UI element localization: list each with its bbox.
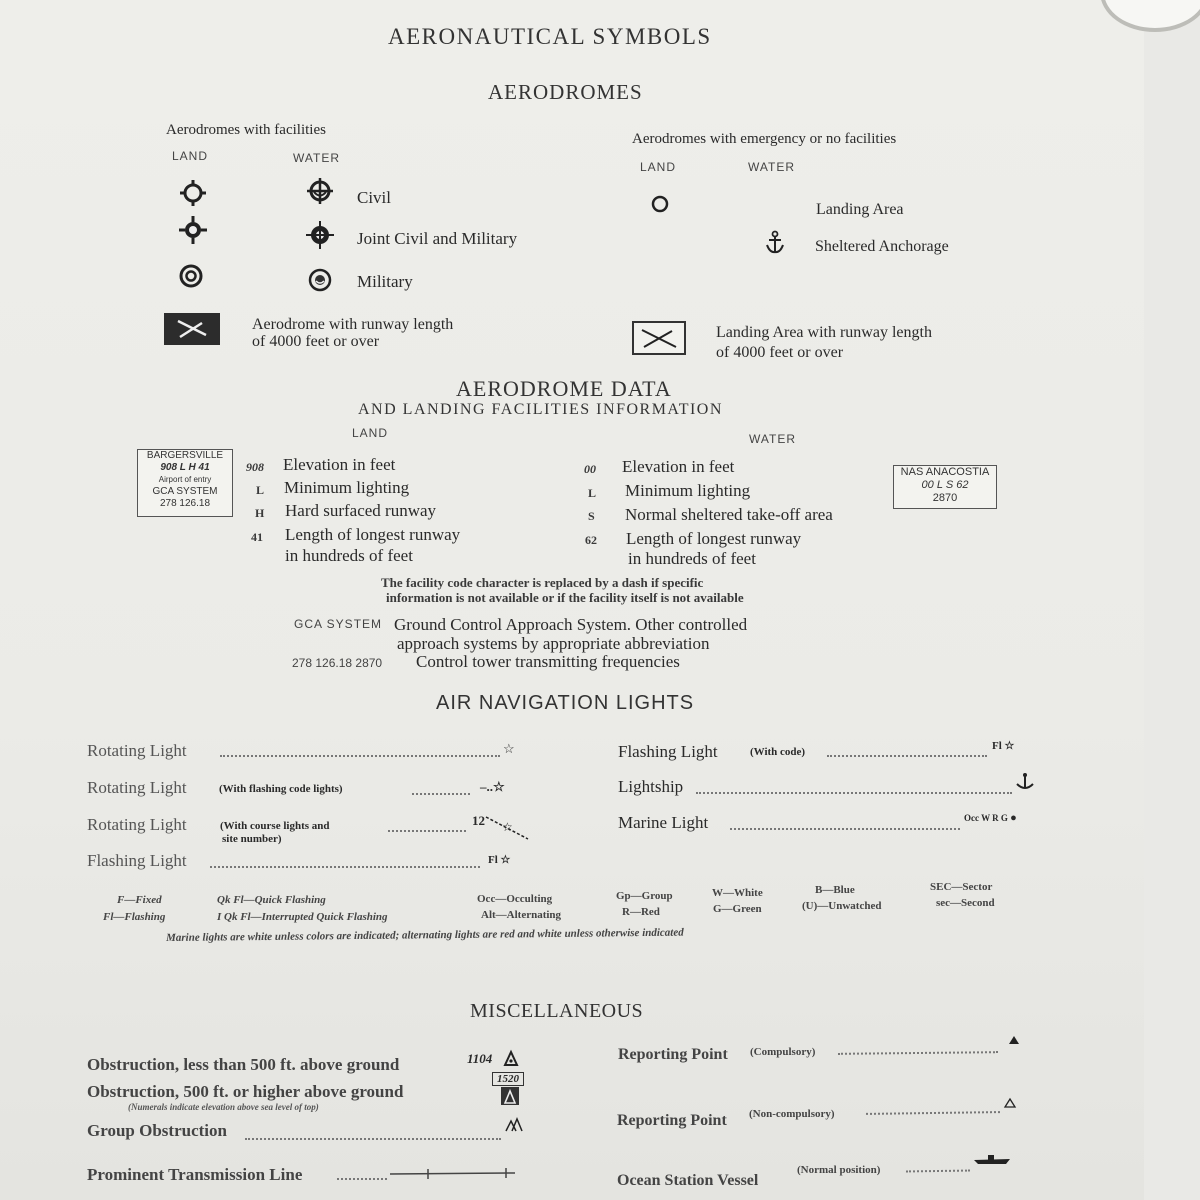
land-item: Minimum lighting bbox=[284, 478, 410, 497]
obstruction-2-num: 1520 bbox=[492, 1072, 524, 1086]
leader-dots bbox=[337, 1178, 387, 1180]
sheltered-anchorage-label: Sheltered Anchorage bbox=[815, 238, 949, 255]
ocean-vessel-label: Ocean Station Vessel bbox=[617, 1172, 759, 1189]
civil-water-icon bbox=[305, 176, 335, 206]
land-sample-box bbox=[137, 449, 233, 517]
land-box-line: BARGERSVILLE bbox=[146, 450, 224, 461]
gca-line-2: approach systems by appropriate abbreviation bbox=[397, 634, 710, 653]
landing-area-label: Landing Area bbox=[816, 201, 904, 218]
rotating-light-note: (With flashing code lights) bbox=[219, 783, 343, 795]
r-flashing-light-label: Flashing Light bbox=[618, 742, 718, 761]
water-item: Elevation in feet bbox=[622, 457, 735, 476]
course-light-icon bbox=[486, 815, 530, 841]
obstruction-1-num: 1104 bbox=[467, 1051, 493, 1066]
ocean-vessel-note: (Normal position) bbox=[797, 1164, 881, 1176]
civil-land-icon bbox=[178, 178, 208, 208]
runway-label-1: Aerodrome with runway length bbox=[252, 316, 454, 333]
water-item: in hundreds of feet bbox=[628, 549, 756, 568]
code-lights-icon: –..☆ bbox=[480, 779, 505, 794]
reporting-point-1-label: Reporting Point bbox=[618, 1046, 728, 1063]
abbrev: Qk Fl—Quick Flashing bbox=[217, 894, 326, 906]
lightship-label: Lightship bbox=[618, 777, 684, 796]
joint-label: Joint Civil and Military bbox=[357, 229, 518, 248]
group-obstruction-label: Group Obstruction bbox=[87, 1121, 227, 1140]
r-flash-code: Fl ☆ bbox=[992, 740, 1015, 752]
aerodrome-runway-icon bbox=[164, 313, 220, 345]
land-item: in hundreds of feet bbox=[285, 546, 413, 565]
misc-heading: MISCELLANEOUS bbox=[470, 1000, 644, 1022]
abbrev: (U)—Unwatched bbox=[802, 900, 882, 912]
leader-dots bbox=[210, 866, 480, 868]
abbrev: Gp—Group bbox=[616, 890, 673, 902]
abbrev: G—Green bbox=[713, 903, 762, 915]
runway-label-2: of 4000 feet or over bbox=[252, 333, 380, 350]
adjacent-page-edge bbox=[1144, 0, 1200, 1200]
ocean-vessel-icon bbox=[972, 1152, 1012, 1166]
gca-line-1: Ground Control Approach System. Other controlled bbox=[394, 615, 748, 634]
land-item: Hard surfaced runway bbox=[285, 501, 437, 520]
military-water-icon bbox=[307, 267, 333, 293]
obstruction-1-label: Obstruction, less than 500 ft. above ground bbox=[87, 1055, 400, 1074]
facility-note-1: The facility code character is replaced by a dash if specific bbox=[381, 575, 704, 590]
land-code: 908 bbox=[246, 460, 264, 474]
obstruction-icon bbox=[503, 1050, 519, 1066]
svg-text:☆: ☆ bbox=[502, 820, 513, 834]
r-flash-code-text: Fl bbox=[992, 740, 1002, 752]
water-sample-box bbox=[893, 465, 997, 509]
flash-code-text: Fl bbox=[488, 854, 498, 866]
abbrev: I Qk Fl—Interrupted Quick Flashing bbox=[217, 911, 388, 923]
abbrev: Occ—Occulting bbox=[477, 893, 553, 905]
land-code: 41 bbox=[251, 530, 263, 544]
landing-runway-label-2: of 4000 feet or over bbox=[716, 344, 844, 361]
reporting-point-2-label: Reporting Point bbox=[617, 1112, 727, 1129]
star-icon: ☆ bbox=[503, 741, 515, 756]
water-box-line: 00 L S 62 bbox=[921, 479, 969, 491]
aerodrome-data-heading: AERODROME DATA bbox=[456, 376, 672, 401]
marine-light-label: Marine Light bbox=[618, 813, 709, 832]
abbrev: sec—Second bbox=[936, 897, 995, 909]
data-water-label: WATER bbox=[749, 432, 796, 446]
emergency-water-label: WATER bbox=[748, 160, 795, 174]
rotating-light-label: Rotating Light bbox=[87, 778, 187, 797]
civil-label: Civil bbox=[357, 188, 392, 207]
lights-heading: AIR NAVIGATION LIGHTS bbox=[436, 692, 695, 714]
water-item: Normal sheltered take-off area bbox=[625, 505, 833, 524]
data-land-label: LAND bbox=[352, 426, 389, 440]
leader-dots bbox=[866, 1111, 1000, 1115]
water-item: Length of longest runway bbox=[626, 529, 802, 548]
leader-dots bbox=[906, 1170, 970, 1173]
abbrev: SEC—Sector bbox=[930, 881, 993, 893]
joint-water-icon bbox=[305, 220, 335, 250]
freq-code: 278 126.18 2870 bbox=[292, 656, 383, 670]
water-code: 00 bbox=[584, 462, 596, 476]
land-code: H bbox=[255, 506, 265, 520]
obstruction-2-note: (Numerals indicate elevation above sea level of top) bbox=[128, 1102, 319, 1112]
non-compulsory-point-icon bbox=[1004, 1098, 1016, 1108]
abbrev: R—Red bbox=[622, 906, 660, 918]
reporting-point-2-note: (Non-compulsory) bbox=[749, 1108, 835, 1120]
transmission-line-icon bbox=[390, 1166, 520, 1182]
abbrev: W—White bbox=[712, 887, 763, 899]
course-lights-note-2: site number) bbox=[222, 833, 282, 845]
obstruction-2-label: Obstruction, 500 ft. or higher above ground bbox=[87, 1082, 404, 1101]
compulsory-point-icon bbox=[1008, 1035, 1020, 1045]
abbrev: B—Blue bbox=[815, 884, 855, 896]
landing-area-icon bbox=[650, 194, 670, 214]
land-label: LAND bbox=[172, 149, 209, 163]
obstruction-high-icon bbox=[500, 1086, 520, 1106]
marine-code-text: Occ W R G bbox=[964, 813, 1008, 823]
aerodromes-heading: AERODROMES bbox=[488, 80, 643, 104]
r-flashing-note: (With code) bbox=[750, 746, 806, 758]
aerodrome-data-subheading: AND LANDING FACILITIES INFORMATION bbox=[358, 401, 723, 418]
transmission-line-label: Prominent Transmission Line bbox=[87, 1165, 303, 1184]
rotating-light-label: Rotating Light bbox=[87, 815, 187, 834]
land-box-line: GCA SYSTEM bbox=[152, 486, 218, 497]
page-title: AERONAUTICAL SYMBOLS bbox=[388, 24, 712, 49]
emergency-land-label: LAND bbox=[640, 160, 677, 174]
leader-dots bbox=[220, 755, 500, 757]
group-obstruction-icon bbox=[505, 1118, 523, 1132]
emergency-label: Aerodromes with emergency or no facilities bbox=[632, 131, 897, 147]
abbrev: Alt—Alternating bbox=[481, 909, 562, 921]
anchor-icon bbox=[764, 230, 786, 256]
rotating-light-label: Rotating Light bbox=[87, 741, 187, 760]
land-box-line: 908 L H 41 bbox=[160, 462, 210, 473]
leader-dots bbox=[412, 793, 470, 795]
with-facilities-label: Aerodromes with facilities bbox=[166, 122, 326, 138]
joint-land-icon bbox=[178, 215, 208, 245]
abbrev: Fl—Flashing bbox=[103, 911, 166, 923]
facility-note-2: information is not available or if the facility itself is not available bbox=[386, 590, 744, 605]
land-item: Elevation in feet bbox=[283, 455, 396, 474]
marine-dot-icon: ● bbox=[1010, 812, 1017, 824]
site-number: 12 bbox=[472, 813, 485, 828]
military-land-icon bbox=[178, 263, 204, 289]
freq-text: Control tower transmitting frequencies bbox=[416, 652, 680, 671]
gca-code: GCA SYSTEM bbox=[294, 617, 383, 631]
land-code: L bbox=[256, 483, 265, 497]
land-box-line: Airport of entry bbox=[158, 475, 212, 484]
course-lights-note-1: (With course lights and bbox=[220, 820, 330, 832]
landing-runway-label-1: Landing Area with runway length bbox=[716, 324, 932, 341]
water-code: L bbox=[588, 486, 597, 500]
leader-dots bbox=[827, 755, 987, 757]
leader-dots bbox=[696, 792, 1012, 794]
water-code: 62 bbox=[585, 533, 597, 547]
water-code: S bbox=[588, 509, 595, 523]
leader-dots bbox=[388, 830, 466, 832]
landing-area-runway-icon bbox=[632, 321, 686, 355]
water-box-line: 2870 bbox=[932, 492, 958, 504]
military-label: Military bbox=[357, 272, 413, 291]
leader-dots bbox=[245, 1138, 501, 1140]
water-item: Minimum lighting bbox=[625, 481, 751, 500]
land-item: Length of longest runway bbox=[285, 525, 461, 544]
abbrev: F—Fixed bbox=[117, 894, 162, 906]
lightship-icon bbox=[1014, 772, 1036, 794]
flash-code: Fl ☆ bbox=[488, 854, 511, 866]
leader-dots bbox=[730, 828, 960, 830]
marine-note: Marine lights are white unless colors are indicated; alternating lights are red and white unless otherwise indicated bbox=[166, 926, 684, 944]
water-box-line: NAS ANACOSTIA bbox=[900, 466, 990, 478]
flashing-light-label: Flashing Light bbox=[87, 851, 187, 870]
water-label: WATER bbox=[293, 151, 340, 165]
reporting-point-1-note: (Compulsory) bbox=[750, 1046, 816, 1058]
marine-code bbox=[964, 812, 1017, 824]
land-box-line: 278 126.18 bbox=[159, 498, 211, 509]
leader-dots bbox=[838, 1051, 998, 1055]
